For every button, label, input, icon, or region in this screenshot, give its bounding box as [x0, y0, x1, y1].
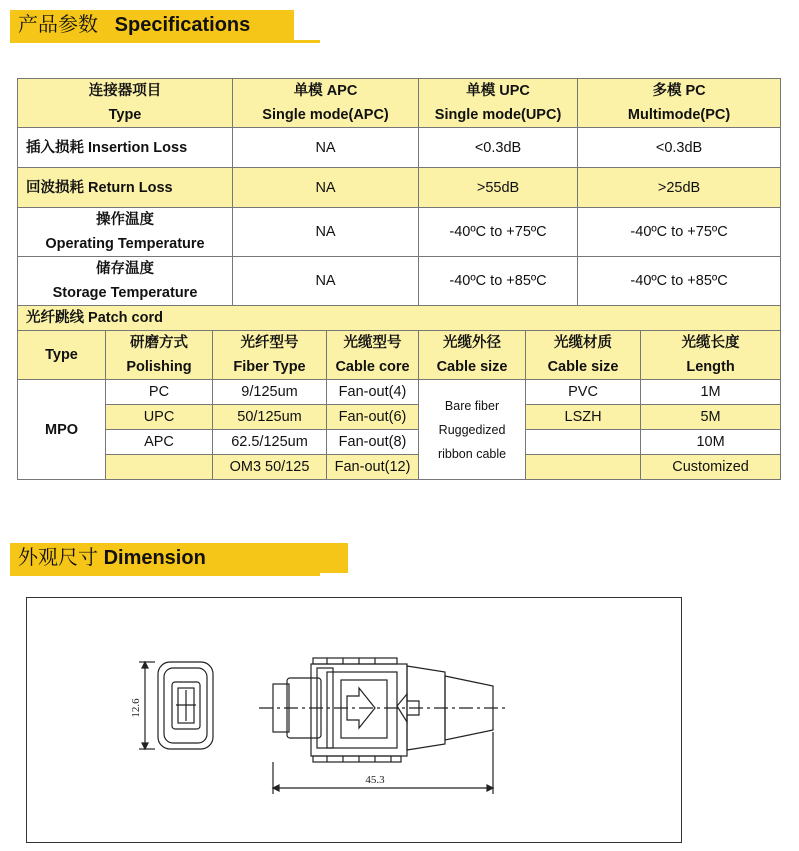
table-row-operating-temperature: 操作温度 Operating Temperature NA -40ºC to +75ºC -40ºC to +75ºC	[18, 208, 781, 257]
table-row: OM3 50/125 Fan-out(12) Customized	[18, 455, 781, 480]
table-header-row	[18, 79, 781, 128]
heading-cn: 外观尺寸	[18, 547, 98, 569]
table-row-return-loss: 回波损耗 Return Loss NA >55dB >25dB	[18, 168, 781, 208]
header-pc: 多模 PC Multimode(PC)	[578, 79, 781, 128]
heading-en: Dimension	[103, 547, 206, 569]
front-view	[139, 662, 213, 749]
heading-underline	[10, 573, 320, 576]
height-dimension-label: 12.6	[130, 698, 142, 718]
header-upc: 单模 UPC Single mode(UPC)	[419, 79, 578, 128]
patch-cord-header-row: Type 研磨方式 Polishing 光纤型号 Fiber Type 光缆型号 Cable core 光缆外径 Cable size 光缆材质 Cable size 光缆长度 Length	[18, 331, 781, 380]
heading-cn: 产品参数	[18, 14, 98, 36]
patch-cord-row: 光纤跳线 Patch cord	[18, 306, 781, 331]
specifications-table	[17, 78, 781, 480]
table-row: MPO PC 9/125um Fan-out(4) Bare fiber Ruggedized ribbon cable PVC 1M	[18, 380, 781, 405]
table-row-storage-temperature: 储存温度 Storage Temperature NA -40ºC to +85ºC -40ºC to +85ºC	[18, 257, 781, 306]
header-apc: 单模 APC Single mode(APC)	[233, 79, 419, 128]
connector-drawing	[27, 598, 681, 842]
table-row-insertion-loss: 插入损耗 Insertion Loss NA <0.3dB <0.3dB	[18, 128, 781, 168]
header-type: 连接器项目 Type	[18, 79, 233, 128]
dimension-drawing	[26, 597, 682, 843]
heading-en: Specifications	[114, 14, 251, 36]
length-dimension-label: 45.3	[365, 774, 385, 786]
table-row: APC 62.5/125um Fan-out(8) 10M	[18, 430, 781, 455]
table-row: UPC 50/125um Fan-out(6) LSZH 5M	[18, 405, 781, 430]
heading-underline	[10, 40, 320, 43]
